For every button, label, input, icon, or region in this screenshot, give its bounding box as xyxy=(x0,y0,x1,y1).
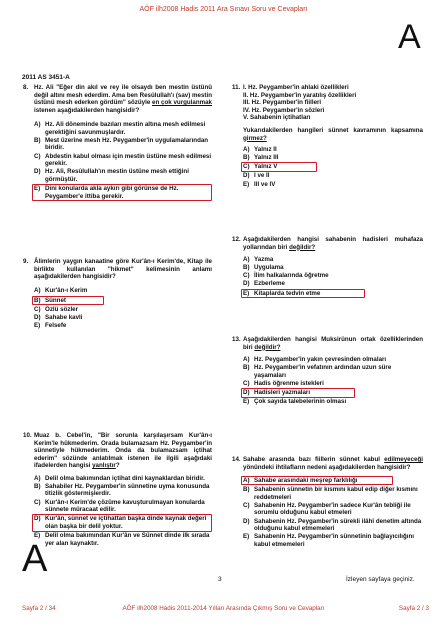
option-e-correct-answer[interactable]: E) Kitaplarda tedvin etme xyxy=(241,289,365,299)
question-number: 10. xyxy=(23,432,32,439)
option-c[interactable]: C) Sahabenin Hz. Peygamber'in sadece Kur'ân tebliği ile sorumlu olduğunu kabul etmeleri xyxy=(243,501,411,517)
option-a-correct-answer[interactable]: A) Sahabe arasındaki meşrep farklılığı xyxy=(241,476,393,486)
option-e[interactable]: E) III ve IV xyxy=(243,180,276,188)
option-c[interactable]: C) Kur'ân-ı Kerim'de çözüme kavuşturulmayan konularda sünnete müracaat edilir. xyxy=(34,498,205,514)
option-b[interactable]: B) Hz. Peygamber'in vefatının ardından uzun süre yaşamaları xyxy=(243,363,392,379)
option-d-correct-answer[interactable]: D) Hadisleri yazmaları xyxy=(241,388,355,398)
option-c[interactable]: C) İlim halkalarında öğretme xyxy=(243,272,329,280)
footer-left: Sayfa 2 / 34 xyxy=(22,605,56,612)
option-a[interactable]: A) Hz. Ali döneminde bazıları mestin altına mesh edilmesi gerektiğini savunmuşlardır. xyxy=(34,120,206,136)
option-e[interactable]: E) Çok sayıda talebelerinin olması xyxy=(243,398,347,406)
option-e-correct-answer[interactable]: E) Dini konularda akla aykırı gibi görünse de Hz. Peygamber'e ittiba gerekir. xyxy=(32,184,212,201)
option-c-correct-answer[interactable]: C) Yalnız V xyxy=(241,162,317,172)
option-a[interactable]: A) Yalnız II xyxy=(243,145,277,153)
option-d[interactable]: D) Ezberleme xyxy=(243,280,285,288)
statement-list: I. Hz. Peygamber'in ahlaki özellikleri II. Hz. Peygamber'in yaratılış özellikleri III. Hz. Peygamber'in fiilleri IV. Hz. Peygamber'in sözleri V. Sahabenin içtihatları xyxy=(243,84,357,122)
question-number: 11. xyxy=(232,84,241,91)
footer-center: AÖF ilh2008 Hadis 2011-2014 Yılları Arasında Çıkmış Soru ve Cevapları xyxy=(122,605,325,612)
option-c[interactable]: C) Özlü sözler xyxy=(34,305,79,313)
option-b-correct-answer[interactable]: B) Sünnet xyxy=(32,296,104,306)
option-d[interactable]: D) Sahabe kavli xyxy=(34,313,83,321)
option-a[interactable]: A) Hz. Peygamber'in yakın çevresinden olmaları xyxy=(243,355,387,363)
question-stem: Yukarıdakilerden hangileri sünnet kavramının kapsamına girmez? xyxy=(243,126,423,142)
question-stem: Muaz b. Cebel'in, "Bir sorunla karşılaşırsam Kur'ân-ı Kerim'le hükmederim. Orada bulamazsam Hz. Peygamber'in sünnetiyle hükmederim. Onda da bulamazsam içtihat ederim" sözünde anlatılmak istenen ile ilgili aşağıdaki ifadelerden hangisi yanlıştır? xyxy=(34,432,212,470)
booklet-letter-top: A xyxy=(398,18,421,56)
question-10 xyxy=(23,432,212,547)
option-d-correct-answer[interactable]: D) Kur'ân, sünnet ve içtihattan başka dinde kaynak değeri olan başka bir delil yoktur. xyxy=(32,514,212,531)
option-b[interactable]: B) Mest üzerine mesh Hz. Peygamber'in uygulamalarından biridir. xyxy=(34,136,209,152)
option-b[interactable]: B) Sahabenin sünnetin bir kısmını kabul edip diğer kısmını reddetmeleri xyxy=(243,485,418,501)
question-stem: Aşağıdakilerden hangisi sahabenin hadisleri muhafaza yollarından biri değildir? xyxy=(243,236,423,251)
question-stem: Âlimlerin yaygın kanaatine göre Kur'ân-ı Kerim'de, Kitap ile birlikte kullanılan "hikmet" kelimesinin anlamı aşağıdakilerden hangisidir? xyxy=(34,258,212,281)
question-14 xyxy=(232,456,423,549)
page-header: AÖF ilh2008 Hadis 2011 Ara Sınavı Soru ve Cevapları xyxy=(139,6,308,13)
option-a[interactable]: A) Yazma xyxy=(243,255,274,263)
question-stem: Sahabe arasında bazı fiillerin sünnet kabul edilmeyeceği yönündeki ihtilafların nedeni aşağıdakilerden hangisidir? xyxy=(243,456,423,471)
question-stem: Hz. Ali "Eğer din akıl ve rey ile olsaydı ben mestin üstünü değil altını mesh ederdim. Ama ben Resûlullah'ı (sav) mestin üstünü mesh ederken gördüm" sözüyle en çok vurgulanmak istenen aşağıdakilerden hangisidir? xyxy=(34,84,212,114)
option-a[interactable]: A) Delil olma bakımından içtihat dini kaynaklardan biridir. xyxy=(34,474,205,482)
question-9 xyxy=(23,258,212,330)
question-number: 8. xyxy=(23,84,29,91)
question-13 xyxy=(232,336,423,406)
option-d[interactable]: D) Hz. Ali, Resûlullah'ın mestin üstüne mesh ettiğini görmüştür. xyxy=(34,168,189,183)
option-b[interactable]: B) Sahabiler Hz. Peygamber'in sünnetine uyma konusunda titizlik göstermişlerdir. xyxy=(34,482,210,498)
question-11 xyxy=(232,84,423,188)
question-8 xyxy=(23,84,212,201)
booklet-letter-bottom: A xyxy=(22,538,48,580)
option-c[interactable]: C) Abdestin kabul olması için mestin üstüne mesh edilmesi gerekir. xyxy=(34,152,212,168)
question-number: 13. xyxy=(232,336,241,343)
option-d[interactable]: D) I ve II xyxy=(243,172,270,180)
page-number: 3 xyxy=(218,576,222,583)
question-number: 9. xyxy=(23,258,29,265)
question-number: 12. xyxy=(232,236,241,243)
exam-code: 2011 AS 3451-A xyxy=(22,74,70,81)
continue-note: İzleyen sayfaya geçiniz. xyxy=(346,576,415,583)
option-e[interactable]: E) Delil olma bakımından Kur'ân ve Sünnet dinde ilk sırada yer alan kaynaktır. xyxy=(34,532,210,547)
option-b[interactable]: B) Uygulama xyxy=(243,263,284,271)
option-c[interactable]: C) Hadis öğrenme istekleri xyxy=(243,379,324,387)
footer-right: Sayfa 2 / 3 xyxy=(398,605,429,612)
question-number: 14. xyxy=(232,456,241,463)
option-b[interactable]: B) Yalnız III xyxy=(243,153,279,161)
question-stem: Aşağıdakilerden hangisi Muksirûnun ortak özelliklerinden biri değildir? xyxy=(243,336,423,351)
option-e[interactable]: E) Felsefe xyxy=(34,322,67,330)
option-a[interactable]: A) Kur'ân-ı Kerim xyxy=(34,287,88,295)
question-12 xyxy=(232,236,423,298)
option-d[interactable]: D) Sahabenin Hz. Peygamber'in sürekli ilâhî denetim altında olduğunu kabul etmemeleri xyxy=(243,517,422,533)
option-e[interactable]: E) Sahabenin Hz. Peygamber'in sünnetinin bağlayıcılığını kabul etmemeleri xyxy=(243,533,414,548)
